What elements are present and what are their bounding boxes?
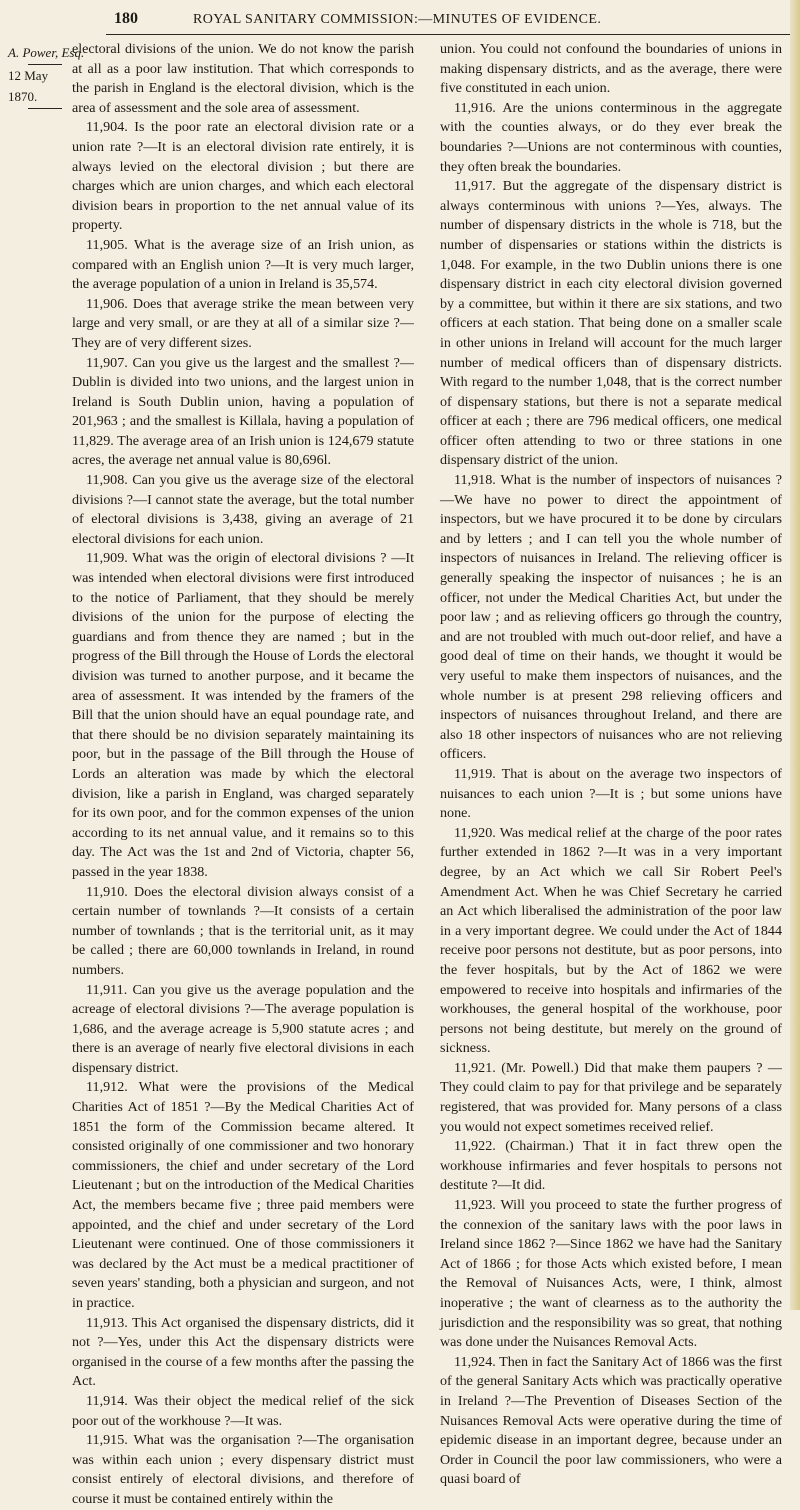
paragraph: 11,915. What was the organisation ?—The organisation was within each union ; every dispensary district must consist entirely of electoral divisions, and therefore of course it must be contained entirely within the [72, 1432, 414, 1507]
paragraph: union. You could not confound the boundaries of unions in making dispensary districts, and as the average, there were five constituted in each union. [440, 41, 782, 97]
paragraph: 11,912. What were the provisions of the Medical Charities Act of 1851 ?—By the Medical Charities Act of 1851 the form of the Commission became altered. It consisted originally of one commissioner and two honorary commissioners, the chief and under secretary of the Lord Lieutenant ; but on the introduction of the Medical Charities Act, the members became five ; three paid members were appointed, and the chief and under secretary of the Lord Lieutenant were continued. One of those commissioners it was declared by the Act must be a medical practitioner of seven years' standing, both a physician and surgeon, and not in practice. [72, 1079, 414, 1311]
paragraph: 11,916. Are the unions conterminous in the aggregate with the counties always, or do they ever break the boundaries ?—Unions are not conterminous with counties, they often break the boundaries. [440, 99, 782, 175]
paragraph: 11,910. Does the electoral division always consist of a certain number of townlands ?—It consists of a certain number of townlands ; that is the territorial unit, as it may be called ; there are 60,000 townlands in Ireland, in round numbers. [72, 883, 414, 978]
paragraph: 11,918. What is the number of inspectors of nuisances ?—We have no power to direct the appointment of inspectors, but we have procured it to be done by circulars and by letters ; and I can tell you the whole number of inspectors of nuisances in Ireland. The relieving officer is generally speaking the inspector of nuisances ; he is an officer, not under the Medical Charities Act, but under the poor law ; and as relieving officers go through the country, and are not troubled with much out-door relief, and have a good deal of time on their hands, we thought it would be very useful to make them inspectors of nuisances, and the whole number is at present 298 relieving officers and inspectors of nuisances throughout Ireland, and there are also 18 other inspectors of nuisances who are not relieving officers. [440, 472, 782, 763]
paragraph: 11,922. (Chairman.) That it in fact threw open the workhouse infirmaries and fever hospitals to persons not destitute ?—It did. [440, 1138, 782, 1194]
left-column [72, 40, 414, 1507]
evidence-date: 12 May 1870. [8, 68, 49, 104]
paragraph: 11,913. This Act organised the dispensary districts, did it not ?—Yes, under this Act the dispensary districts were organised in the course of a few months after the passing the Act. [72, 1314, 414, 1390]
paragraph: 11,923. Will you proceed to state the further progress of the connexion of the sanitary laws with the poor laws in Ireland since 1862 ?—Since 1862 we have had the Sanitary Act of 1866 ; for those Acts which existed before, I mean the Removal of Nuisances Acts, were, I think, almost inoperative ; the want of clearness as to the authority the jurisdiction and the responsibility was so great, that nothing was done under the Nuisances Removal Acts. [440, 1197, 782, 1351]
paragraph: electoral divisions of the union. We do not know the parish at all as a poor law institution. That which corresponds to the parish in England is the electoral division, which is the area of assessment and the sole area of assessment. [72, 41, 414, 116]
right-column [440, 40, 782, 1488]
page-edge [790, 0, 800, 1310]
paragraph: 11,917. But the aggregate of the dispensary district is always conterminous with unions ?—Yes, always. The number of dispensary districts in the whole is 718, but the number of dispensaries or stations within the districts is 1,048. For example, in the two Dublin unions there is one dispensary district in each city electoral division governed by a committee, but within it there are six stations, and two officers at each station. That being done on a smaller scale in other unions in Ireland will account for the much larger number of medical officers than of dispensary districts. With regard to the number 1,048, that is the correct number of dispensary stations, but there is not a separate medical officer at each ; there are 796 medical officers, one medical officer often attending to two or three stations in one dispensary district of the union. [440, 178, 782, 469]
paragraph: 11,904. Is the poor rate an electoral division rate or a union rate ?—It is an electoral division rate entirely, it is always levied on the electoral division ; but there are charges which are union charges, and which each electoral division bears in proportion to the net annual value of its property. [72, 119, 414, 234]
paragraph: 11,907. Can you give us the largest and the smallest ?—Dublin is divided into two unions, and the largest union in Ireland is South Dublin union, having a population of 201,963 ; and the smallest is Killala, having a population of 11,829. The average area of an Irish union is 124,679 statute acres, the average net annual value is 80,696l. [72, 354, 414, 469]
witness-name: A. Power, Esq. [8, 45, 85, 60]
margin-note [8, 42, 85, 109]
paragraph: 11,919. That is about on the average two inspectors of nuisances to each union ?—It is ; but some unions have none. [440, 765, 782, 822]
running-title: ROYAL SANITARY COMMISSION:—MINUTES OF EVIDENCE. [193, 12, 602, 27]
paragraph: 11,909. What was the origin of electoral divisions ? —It was intended when electoral divisions were first introduced to the notice of Parliament, that they should be merely divisions of the union for the purpose of electing the guardians and from thence they are named ; but in the progress of the Bill through the House of Lords the electoral division was turned to another purpose, and it became the area of assessment. It was intended by the framers of the Bill that the union should have an equal poundage rate, and that there should be no division separately maintaining its poor, but in the passage of the Bill through the House of Lords an alteration was made by which the electoral division, like a parish in England, was charged separately for its own poor, and for the common expenses of the union according to its net annual value, and it remains so to this day. The Act was the 1st and 2nd of Victoria, chapter 56, passed in the year 1838. [72, 550, 414, 880]
paragraph: 11,921. (Mr. Powell.) Did that make them paupers ? —They could claim to pay for that privilege and be separately registered, that was provided for. Many persons of a class you would not expect sometimes received relief. [440, 1059, 782, 1135]
paragraph: 11,911. Can you give us the average population and the acreage of electoral divisions ?—The average population is 1,686, and the average acreage is 5,900 statute acres ; and there is an average of nearly five electoral divisions in each dispensary district. [72, 981, 414, 1076]
paragraph: 11,906. Does that average strike the mean between very large and very small, or are they at all of a similar size ?—They are of very different sizes. [72, 295, 414, 351]
paragraph: 11,924. Then in fact the Sanitary Act of 1866 was the first of the general Sanitary Acts which was practically operative in Ireland ?—The Prevention of Diseases Section of the Nuisances Removal Acts were operative during the time of epidemic disease in an important degree, because under an Order in Council the poor law commissioners, who were a quasi board of [440, 1353, 782, 1488]
date-rule [28, 108, 62, 109]
paragraph: 11,905. What is the average size of an Irish union, as compared with an English union ?—It is very much larger, the average population of a union in Ireland is 35,574. [72, 236, 414, 293]
header-rule [106, 34, 790, 35]
page-number: 180 [114, 10, 138, 27]
paragraph: 11,908. Can you give us the average size of the electoral divisions ?—I cannot state the average, but the total number of electoral divisions is 3,438, giving an average of 21 electoral divisions for each union. [72, 472, 414, 547]
paragraph: 11,920. Was medical relief at the charge of the poor rates further extended in 1862 ?—It was in a very important degree, by an Act which we call Sir Robert Peel's Amendment Act. When he was Chief Secretary he carried an Act which liberalised the administration of the poor law in a very important degree. We could under the Act of 1844 receive poor persons not destitute, but as poor persons, into the fever hospitals, but by the Act of 1862 we were empowered to receive into hospitals and infirmaries of the workhouses, the general hospital of the workhouse, poor persons not being destitute, but merely on the ground of sickness. [440, 824, 782, 1057]
paragraph: 11,914. Was their object the medical relief of the sick poor out of the workhouse ?—It was. [72, 1392, 414, 1429]
